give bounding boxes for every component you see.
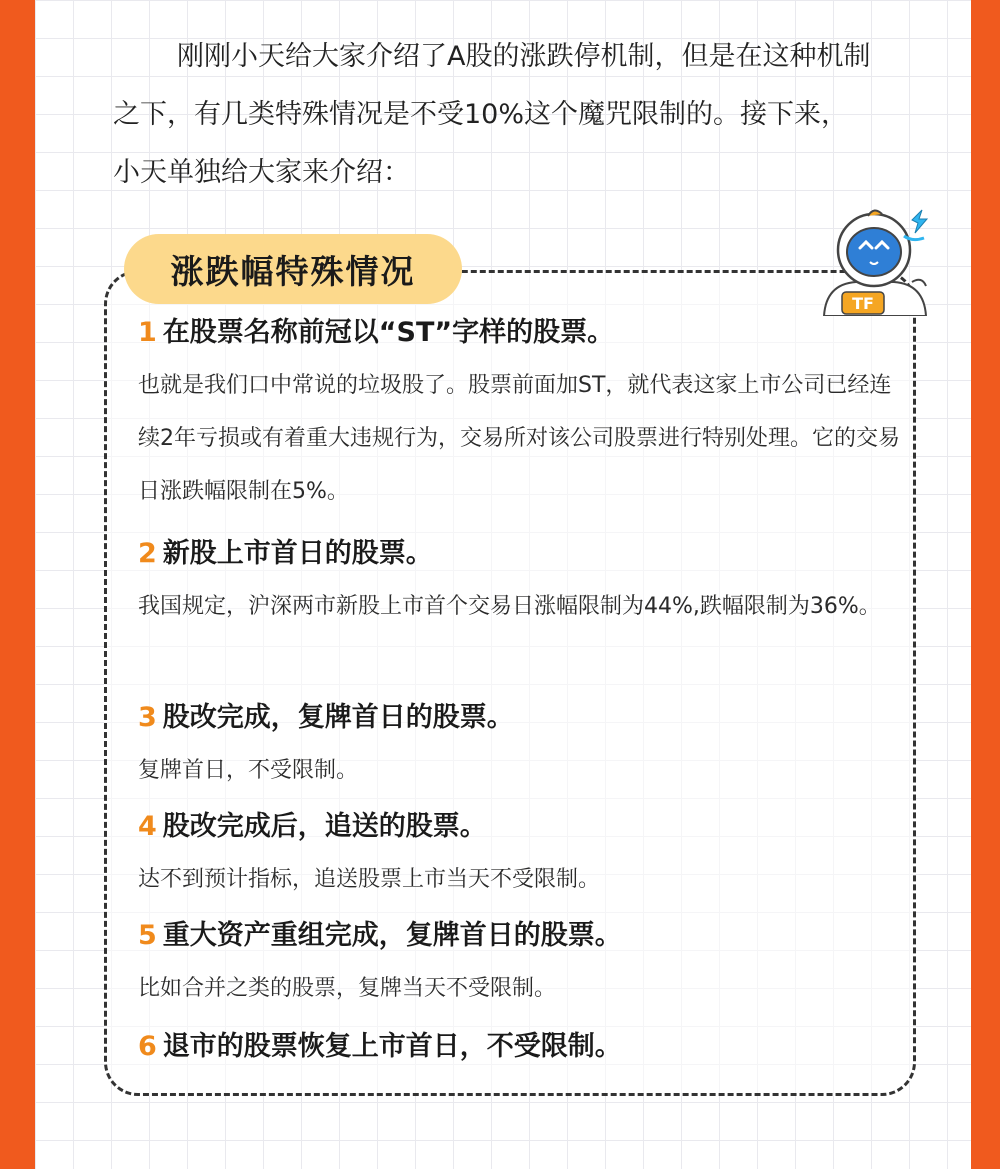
item-number: 5 xyxy=(138,920,157,951)
item-title-text: 退市的股票恢复上市首日，不受限制。 xyxy=(162,1031,622,1062)
item-title-text: 股改完成，复牌首日的股票。 xyxy=(162,702,514,733)
intro-paragraph: 刚刚小天给大家介绍了A股的涨跌停机制，但是在这种机制之下，有几类特殊情况是不受10%这个魔咒限制的。接下来，小天单独给大家来介绍： xyxy=(113,41,871,188)
item-number: 1 xyxy=(138,317,157,348)
item-2-description: 我国规定，沪深两市新股上市首个交易日涨幅限制为44%,跌幅限制为36%。 xyxy=(138,594,881,619)
item-4-title xyxy=(138,804,487,843)
item-number: 3 xyxy=(138,702,157,733)
item-number: 4 xyxy=(138,811,157,842)
astronaut-mascot-icon xyxy=(812,206,940,316)
item-4-description: 达不到预计指标，追送股票上市当天不受限制。 xyxy=(138,867,601,892)
item-title-text: 股改完成后，追送的股票。 xyxy=(162,811,487,842)
item-number: 2 xyxy=(138,538,157,569)
item-1-title xyxy=(138,310,614,349)
item-3-title xyxy=(138,695,514,734)
item-number: 6 xyxy=(138,1031,157,1062)
item-1-description: 也就是我们口中常说的垃圾股了。股票前面加ST，就代表这家上市公司已经连续2年亏损或有着重大违规行为，交易所对该公司股票进行特别处理。它的交易日涨跌幅限制在5%。 xyxy=(138,373,900,504)
item-5-title xyxy=(138,913,622,952)
section-title: 涨跌幅特殊情况 xyxy=(124,234,462,304)
item-3-description: 复牌首日，不受限制。 xyxy=(138,758,359,783)
item-2-title xyxy=(138,531,433,570)
item-title-text: 在股票名称前冠以“ST”字样的股票。 xyxy=(162,317,615,348)
mascot-badge-text: TF xyxy=(852,294,874,313)
item-title-text: 重大资产重组完成，复牌首日的股票。 xyxy=(162,920,622,951)
item-6-title xyxy=(138,1024,622,1063)
item-5-description: 比如合并之类的股票，复牌当天不受限制。 xyxy=(138,976,557,1001)
item-title-text: 新股上市首日的股票。 xyxy=(162,538,433,569)
